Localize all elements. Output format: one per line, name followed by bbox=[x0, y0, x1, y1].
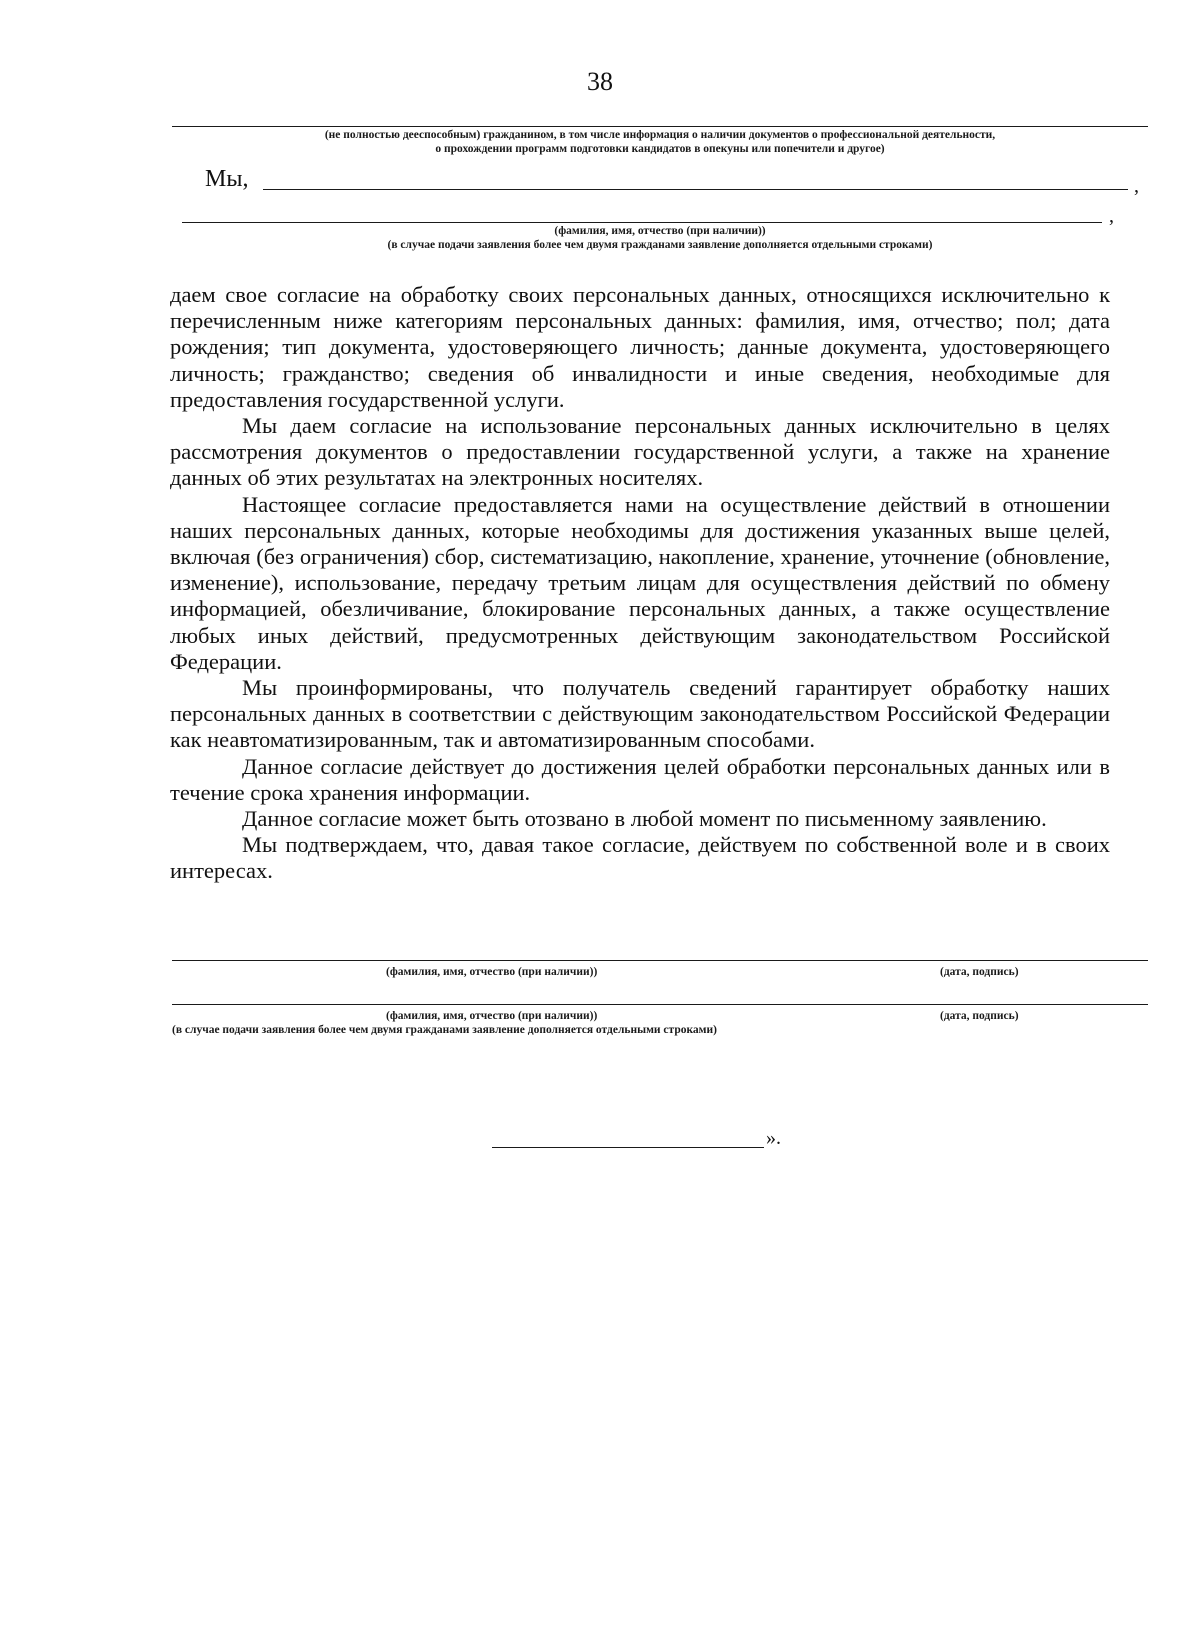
signature-date-caption-2: (дата, подпись) bbox=[940, 1010, 1019, 1022]
name-caption bbox=[175, 224, 1145, 252]
signature-note: (в случае подачи заявления более чем двумя гражданами заявление дополняется отдельными строками) bbox=[172, 1024, 717, 1036]
consent-body bbox=[170, 282, 1110, 885]
comma-1: , bbox=[1134, 175, 1139, 197]
signature-line-2[interactable] bbox=[172, 1004, 1148, 1005]
signature-name-caption-1: (фамилия, имя, отчество (при наличии)) bbox=[386, 966, 598, 978]
page-number: 38 bbox=[587, 67, 613, 96]
paragraph-2: Мы даем согласие на использование персональных данных исключительно в целях рассмотрения документов о предоставлении государственной услуги, а также на хранение данных об этих результатах на электронных носителях. bbox=[170, 413, 1110, 491]
closing-line bbox=[492, 1147, 764, 1148]
applicant-name-field-2[interactable] bbox=[182, 222, 1102, 223]
top-rule bbox=[172, 126, 1148, 127]
paragraph-4: Мы проинформированы, что получатель сведений гарантирует обработку наших персональных данных в соответствии с действующим законодательством Российской Федерации как неавтоматизированным, так и автоматизированным способами. bbox=[170, 675, 1110, 753]
intro-caption bbox=[175, 128, 1145, 156]
comma-2: , bbox=[1109, 205, 1114, 227]
name-caption-line2: (в случае подачи заявления более чем двумя гражданами заявление дополняется отдельными строками) bbox=[387, 239, 933, 251]
applicant-name-field-1[interactable] bbox=[263, 189, 1128, 190]
paragraph-6: Данное согласие может быть отозвано в любой момент по письменному заявлению. bbox=[242, 806, 1047, 832]
signature-name-caption-2: (фамилия, имя, отчество (при наличии)) bbox=[386, 1010, 598, 1022]
signature-line-1[interactable] bbox=[172, 960, 1148, 961]
intro-caption-line1: (не полностью дееспособным) гражданином, в том числе информация о наличии документов о профессиональной деятельности, bbox=[324, 129, 996, 141]
paragraph-7: Мы подтверждаем, что, давая такое согласие, действуем по собственной воле и в своих интересах. bbox=[170, 832, 1110, 884]
paragraph-3: Настоящее согласие предоставляется нами на осуществление действий в отношении наших персональных данных, которые необходимы для достижения указанных выше целей, включая (без ограничения) сбор, систематизацию, накопление, хранение, уточнение (обновление, изменение), использование, передачу третьим лицам для осуществления действий по обмену информацией, обезличивание, блокирование персональных данных, а также осуществление любых иных действий, предусмотренных действующим законодательством Российской Федерации. bbox=[170, 491, 1110, 674]
name-caption-line1: (фамилия, имя, отчество (при наличии)) bbox=[554, 225, 766, 237]
paragraph-5: Данное согласие действует до достижения целей обработки персональных данных или в течение срока хранения информации. bbox=[170, 753, 1110, 805]
intro-caption-line2: о прохождении программ подготовки кандидатов в опекуны или попечители и другое) bbox=[435, 143, 885, 155]
closing-quote: ». bbox=[766, 1127, 781, 1149]
we-label: Мы, bbox=[205, 166, 249, 192]
paragraph-1: даем свое согласие на обработку своих персональных данных, относящихся исключительно к перечисленным ниже категориям персональных данных: фамилия, имя, отчество; пол; дата рождения; тип документа, удостоверяющего личность; данные документа, удостоверяющего личность; гражданство; сведения об инвалидности и иные сведения, необходимые для предоставления государственной услуги. bbox=[170, 282, 1110, 412]
signature-date-caption-1: (дата, подпись) bbox=[940, 966, 1019, 978]
